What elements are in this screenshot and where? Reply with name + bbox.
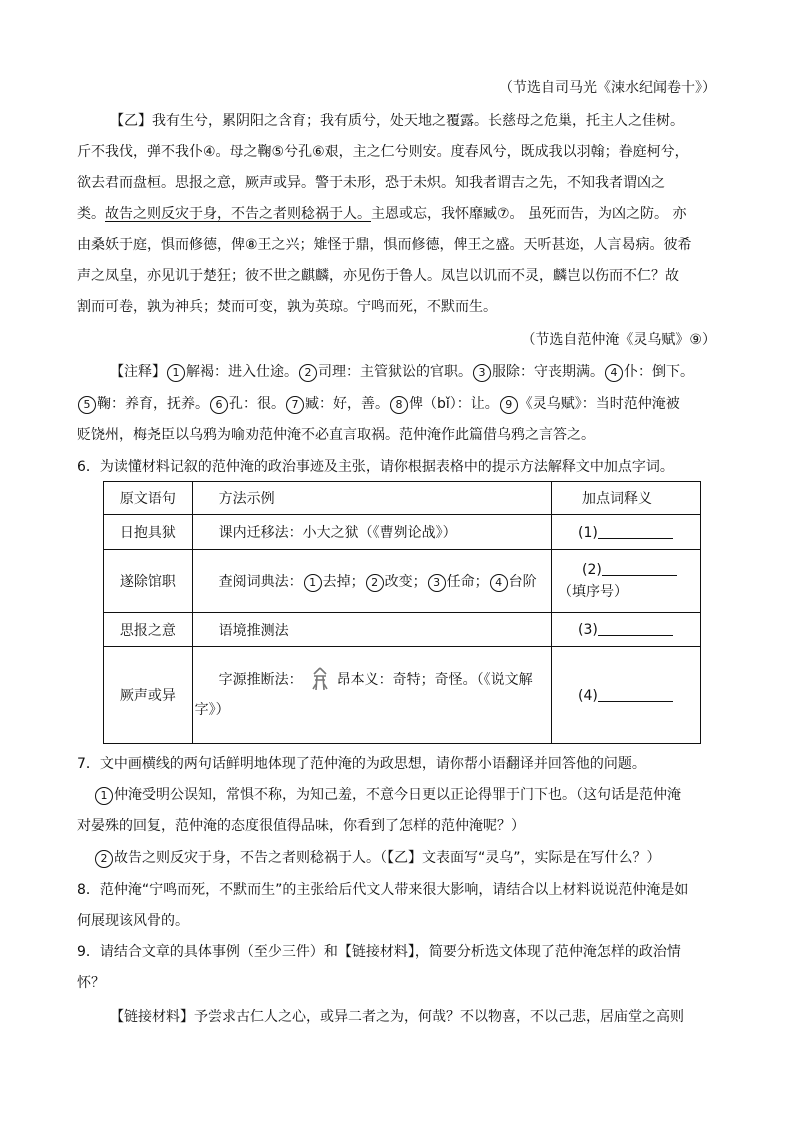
row3-answer[interactable]: [552, 613, 701, 647]
notes-line-2: [77, 394, 680, 414]
option-3: 任命；: [446, 573, 489, 590]
passage-yi-line-3: 欲去君而盘桓。思报之意，厥声或异。警于未形，恐于未炽。知我者谓吉之先，不知我者谓凶之: [77, 175, 665, 191]
row2-sentence: 遂除馆职: [104, 550, 193, 613]
question-9: 9．请结合文章的具体事例（至少三件）和【链接材料】，简要分析选文体现了范仲淹怎样的政治情: [77, 944, 681, 960]
note-marker-9: 9: [500, 396, 518, 414]
note-marker-8: 8: [390, 396, 408, 414]
link-material: 【链接材料】予尝求古仁人之心，或异二者之为，何哉？不以物喜，不以己悲，居庙堂之高则: [110, 1009, 684, 1025]
row3-method: 语境推测法: [192, 613, 551, 647]
method-table: [103, 481, 701, 744]
passage-yi-line-5: 由桑妖于庭，惧而修德，俾⑧王之兴；雉怪于鼎，惧而修德，俾王之盛。天听甚迩，人言曷病。彼希: [77, 237, 692, 253]
header-method: 方法示例: [192, 482, 551, 515]
note-9: 《灵乌赋》：当时范仲淹被: [518, 396, 680, 412]
passage-yi-line-1: 【乙】我有生兮，累阴阳之含育；我有质兮，处天地之覆露。长慈母之危巢，托主人之佳树。: [110, 113, 684, 129]
row1-answer[interactable]: [552, 515, 701, 550]
passage-yi-line-4: [77, 204, 686, 224]
answer-1-blank[interactable]: [598, 524, 673, 539]
line4-suffix: 主恩或忘，我怀靡臧⑦。 虽死而告，为凶之防。 亦: [371, 206, 687, 222]
option-1: 去掉；: [322, 573, 365, 590]
answer-4-label: (4): [578, 687, 598, 704]
row2-answer[interactable]: [552, 550, 701, 613]
note-5: 鞠：养育，抚养。: [97, 396, 209, 412]
seal-script-glyph-icon: [309, 666, 331, 692]
note-3: 服除：守丧期满。: [492, 364, 604, 380]
row4-method-wrap: 字》）: [194, 702, 230, 718]
sub-marker-2: 2: [95, 850, 113, 868]
option-marker-2: 2: [366, 574, 384, 592]
note-8: 俾（bǐ）：让。: [409, 396, 499, 412]
question-7-sub-1: [94, 785, 681, 805]
question-7-sub-2: [94, 848, 661, 868]
table-row: [104, 515, 701, 550]
note-6: 孔：很。: [229, 396, 285, 412]
row2-method: [192, 550, 551, 613]
note-marker-1: 1: [167, 364, 185, 382]
table-header-row: [104, 482, 701, 515]
header-meaning: 加点词释义: [552, 482, 701, 515]
note-2: 司理：主管狱讼的官职。: [318, 364, 472, 380]
table-row: [104, 550, 701, 613]
answer-3-label: (3): [578, 622, 598, 638]
note-7: 臧：好，善。: [305, 396, 389, 412]
passage-yi-line-2: 斤不我伐，弹不我仆④。母之鞠⑤兮孔⑥艰，主之仁兮则安。度春风兮，既成我以羽翰；眷庭柯兮，: [77, 144, 689, 160]
note-marker-6: 6: [210, 396, 228, 414]
row4-method-label: 字源推断法：: [218, 672, 303, 688]
option-2: 改变；: [384, 573, 427, 590]
line4-prefix: 类。: [77, 206, 105, 222]
note-1: 解褐：进入仕途。: [186, 364, 298, 380]
row2-method-label: 查阅词典法：: [218, 573, 303, 590]
answer-2-blank[interactable]: [602, 561, 677, 576]
option-marker-3: 3: [428, 574, 446, 592]
question-7: 7．文中画横线的两句话鲜明地体现了范仲淹的为政思想，请你帮小语翻译并回答他的问题。: [77, 756, 646, 772]
sub-2-text: 故告之则反灾于身，不告之者则稔祸于人。（【乙】文表面写“灵乌”，实际是在写什么？）: [114, 850, 661, 866]
row4-sentence: 厥声或异: [104, 647, 193, 744]
question-8-cont: 何展现该风骨的。: [77, 913, 189, 929]
option-marker-1: 1: [304, 574, 322, 592]
row4-method-text: 昂本义：奇特；奇怪。（《说文解: [336, 672, 533, 688]
question-8: 8．范仲淹“宁鸣而死，不默而生”的主张给后代文人带来很大影响，请结合以上材料说说范仲淹是如: [77, 882, 689, 898]
note-marker-7: 7: [286, 396, 304, 414]
answer-2-label: (2): [582, 562, 602, 578]
sub-marker-1: 1: [95, 787, 113, 805]
question-6: 6．为读懂材料记叙的范仲淹的政治事迹及主张，请你根据表格中的提示方法解释文中加点字词。: [77, 459, 674, 475]
note-marker-3: 3: [473, 364, 491, 382]
note-marker-5: 5: [78, 396, 96, 414]
source-citation-1: （节选自司马光《涑水纪闻卷十》）: [499, 80, 716, 96]
row4-answer[interactable]: [552, 647, 701, 744]
table-row: [104, 613, 701, 647]
table-row: [104, 647, 701, 744]
answer-4-blank[interactable]: [598, 687, 673, 702]
row4-method: [192, 647, 551, 744]
row1-method: 课内迁移法：小大之狱（《曹刿论战》）: [192, 515, 551, 550]
option-marker-4: 4: [490, 574, 508, 592]
note-marker-4: 4: [605, 364, 623, 382]
underlined-sentence: 故告之则反灾于身，不告之者则稔祸于人。: [105, 206, 371, 222]
note-4: 仆：倒下。: [624, 364, 694, 380]
option-4: 台阶: [508, 573, 537, 590]
notes-line-1: [110, 362, 694, 382]
notes-line-3: 贬饶州，梅尧臣以乌鸦为喻劝范仲淹不必直言取祸。范仲淹作此篇借乌鸦之言答之。: [77, 427, 595, 443]
sub-1-text: 仲淹受明公误知，常惧不称，为知己羞，不意今日更以正论得罪于门下也。（这句话是范仲淹: [114, 787, 681, 803]
answer-3-blank[interactable]: [598, 621, 673, 636]
header-sentence: 原文语句: [104, 482, 193, 515]
passage-yi-line-7: 割而可卷，孰为神兵；焚而可变，孰为英琼。宁鸣而死，不默而生。: [77, 299, 497, 315]
answer-1-label: (1): [578, 524, 598, 541]
row1-sentence: 日抱具狱: [104, 515, 193, 550]
question-9-cont: 怀？: [77, 975, 105, 991]
notes-label: 【注释】: [110, 364, 166, 380]
row3-sentence: 思报之意: [104, 613, 193, 647]
passage-yi-line-6: 声之凤皇，亦见讥于楚狂；彼不世之麒麟，亦见伤于鲁人。凤岂以讥而不灵，麟岂以伤而不仁？故: [77, 268, 679, 284]
answer-2-note: （填序号）: [558, 584, 628, 600]
question-7-sub-1-cont: 对晏殊的回复，范仲淹的态度很值得品味，你看到了怎样的范仲淹呢？）: [77, 818, 525, 834]
note-marker-2: 2: [299, 364, 317, 382]
source-citation-2: （节选自范仲淹《灵乌赋》⑨）: [521, 332, 716, 348]
